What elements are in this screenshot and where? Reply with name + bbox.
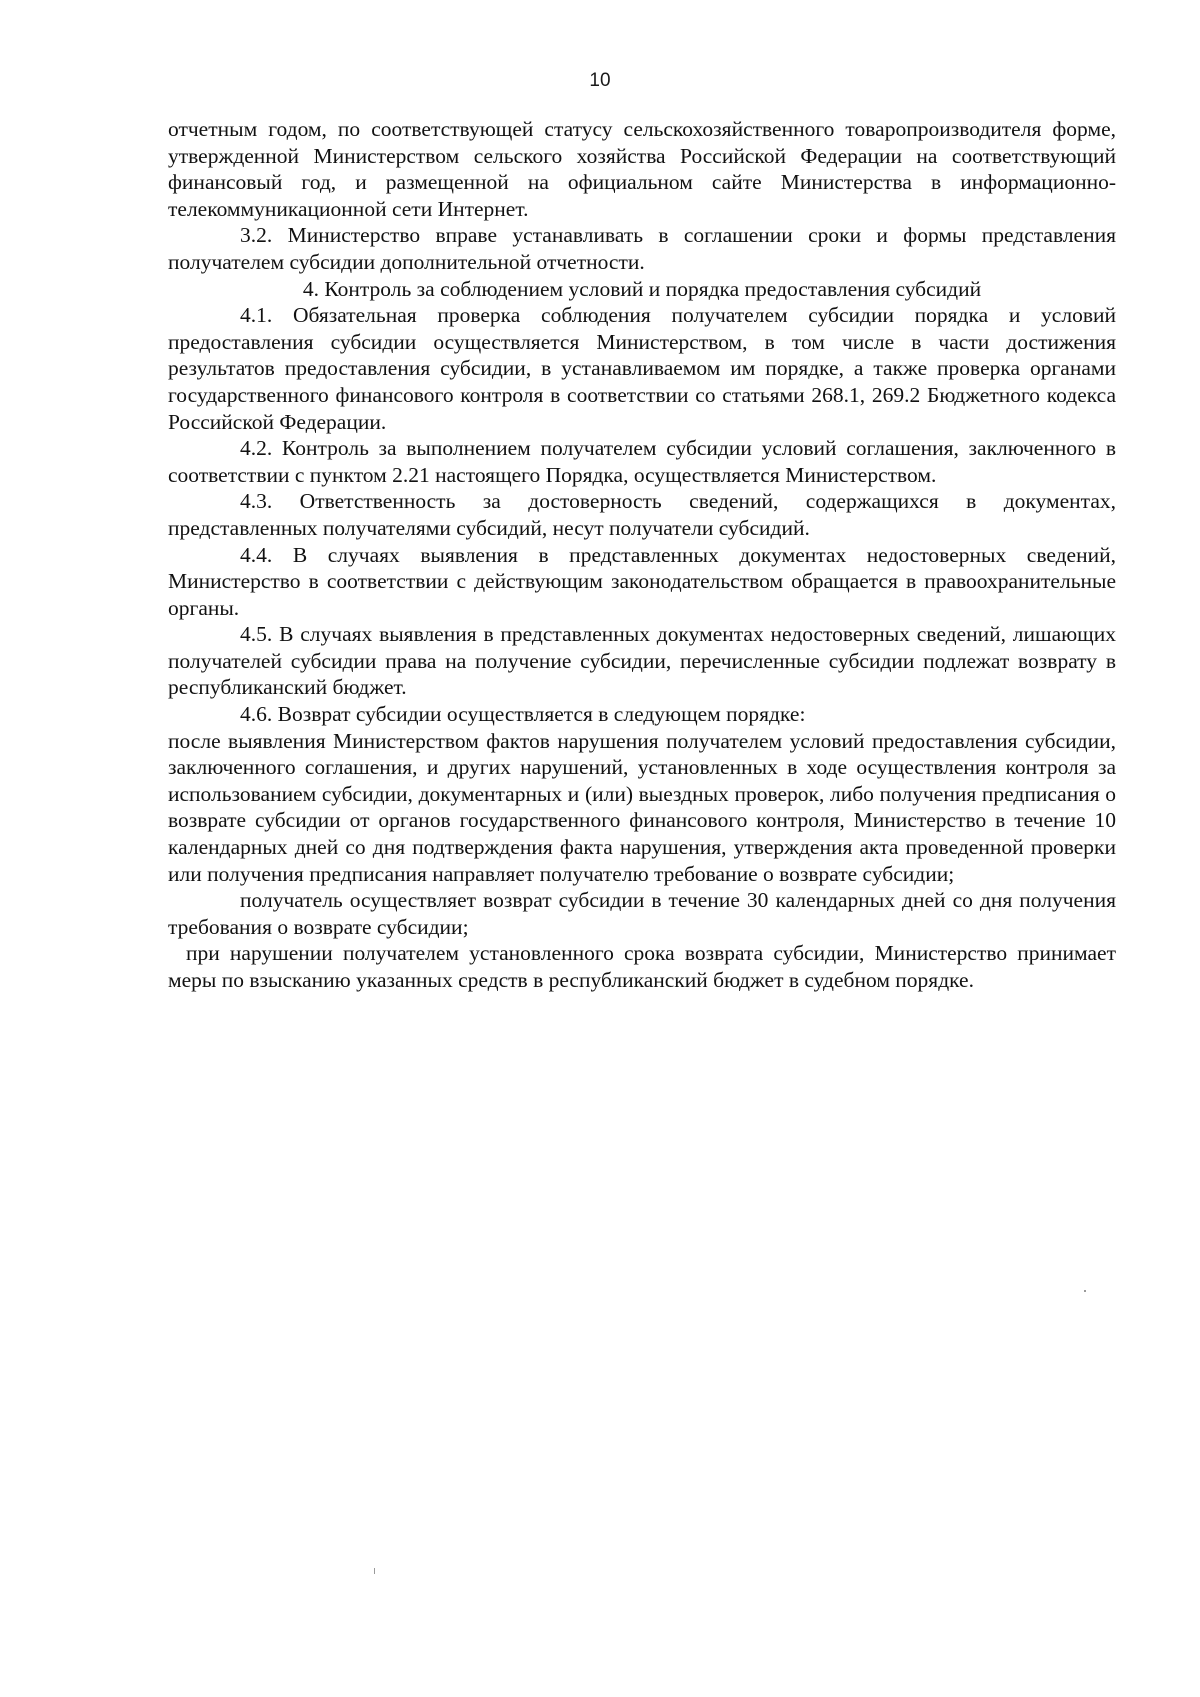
scan-speck	[374, 1568, 375, 1574]
paragraph-3-2: 3.2. Министерство вправе устанавливать в соглашении сроки и формы представления получателем субсидии дополнительной отчетности.	[168, 223, 1116, 274]
paragraph-4-1: 4.1. Обязательная проверка соблюдения получателем субсидии порядка и условий предоставления субсидии осуществляется Министерством, в том числе в части достижения результатов предоставления субсидии, в устанавливаемом им порядке, а также проверка органами государственного финансового контроля в соответствии со статьями 268.1, 269.2 Бюджетного кодекса Российской Федерации.	[168, 303, 1116, 434]
paragraph-4-6-step-3: при нарушении получателем установленного срока возврата субсидии, Министерство принимает меры по взысканию указанных средств в республиканский бюджет в судебном порядке.	[168, 941, 1116, 992]
paragraph-4-2: 4.2. Контроль за выполнением получателем субсидии условий соглашения, заключенного в соответствии с пунктом 2.21 настоящего Порядка, осуществляется Министерством.	[168, 436, 1116, 487]
paragraph-4-4: 4.4. В случаях выявления в представленных документах недостоверных сведений, Министерство в соответствии с действующим законодательством обращается в правоохранительные органы.	[168, 542, 1116, 620]
paragraph-4-6: 4.6. Возврат субсидии осуществляется в следующем порядке:	[240, 702, 806, 727]
page-number: 10	[589, 70, 611, 91]
paragraph-4-3: 4.3. Ответственность за достоверность сведений, содержащихся в документах, представленных получателями субсидий, несут получатели субсидий.	[168, 489, 1116, 540]
paragraph-4-6-step-1: после выявления Министерством фактов нарушения получателем условий предоставления субсидии, заключенного соглашения, и других нарушений, установленных в ходе осуществления контроля за использованием субсидии, документарных и (или) выездных проверок, либо получения предписания о возврате субсидии от органов государственного финансового контроля, Министерство в течение 10 календарных дней со дня подтверждения факта нарушения, утверждения акта проведенной проверки или получения предписания направляет получателю требование о возврате субсидии;	[168, 728, 1116, 886]
document-body	[168, 116, 1116, 994]
scan-speck	[1084, 1290, 1086, 1292]
section-heading-4: 4. Контроль за соблюдением условий и порядка предоставления субсидий	[302, 276, 982, 301]
paragraph-continuation: отчетным годом, по соответствующей статусу сельскохозяйственного товаропроизводителя форме, утвержденной Министерством сельского хозяйства Российской Федерации на соответствующий финансовый год, и размещенной на официальном сайте Министерства в информационно-телекоммуникационной сети Интернет.	[168, 117, 1116, 221]
paragraph-4-5: 4.5. В случаях выявления в представленных документах недостоверных сведений, лишающих получателей субсидии права на получение субсидии, перечисленные субсидии подлежат возврату в республиканский бюджет.	[168, 622, 1116, 700]
paragraph-4-6-step-2: получатель осуществляет возврат субсидии в течение 30 календарных дней со дня получения требования о возврате субсидии;	[168, 888, 1116, 939]
